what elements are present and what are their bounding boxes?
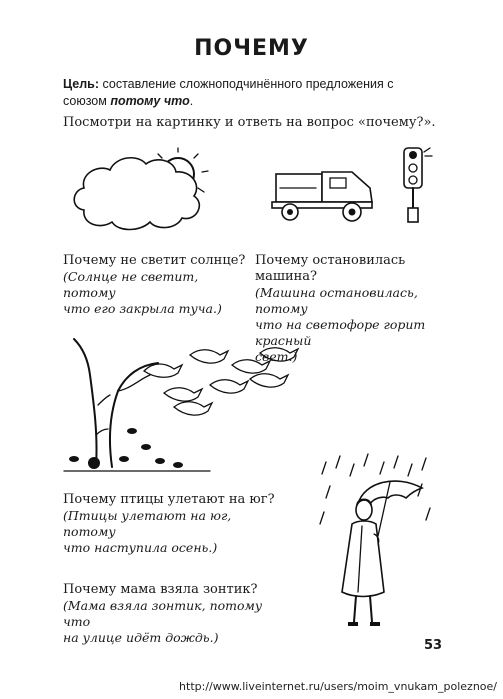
truck-illustration (272, 168, 382, 228)
birds-icon (144, 348, 298, 415)
lesson-goal (63, 76, 438, 110)
question-birds: Почему птицы улетают на юг? (63, 492, 275, 507)
woman-umbrella-rain-illustration (318, 452, 438, 637)
instruction-text: Посмотри на картинку и ответь на вопрос «почему?». (63, 115, 436, 130)
tree-icon (64, 339, 210, 471)
page-number: 53 (424, 638, 443, 653)
answer-truck-line3: свет.) (255, 349, 298, 364)
cloud-icon (74, 158, 199, 230)
woman-icon (342, 499, 384, 627)
tree-birds-illustration (60, 335, 330, 480)
item-birds (63, 492, 283, 556)
answer-birds-line1: (Птицы улетают на юг, потому (63, 508, 232, 539)
item-sun (63, 253, 253, 317)
answer-truck-line1: (Машина остановилась, потому (255, 285, 418, 316)
answer-birds-line2: что наступила осень.) (63, 540, 218, 555)
goal-conjunction: потому что (110, 94, 190, 108)
answer-sun-line2: что его закрыла туча.) (63, 301, 222, 316)
item-umbrella (63, 582, 293, 646)
answer-umbrella-line2: на улице идёт дождь.) (63, 630, 219, 645)
page-title: ПОЧЕМУ (194, 36, 309, 61)
question-truck: Почему остановилась машина? (255, 253, 406, 284)
answer-umbrella-line1: (Мама взяла зонтик, потому что (63, 598, 263, 629)
goal-label: Цель: (63, 77, 100, 91)
question-umbrella: Почему мама взяла зонтик? (63, 582, 258, 597)
cloud-sun-illustration (70, 150, 220, 240)
traffic-light-illustration (396, 144, 436, 224)
answer-sun-line1: (Солнце не светит, потому (63, 269, 199, 300)
footer-url[interactable]: http://www.liveinternet.ru/users/moim_vnukam_poleznoe/ (179, 680, 497, 693)
goal-end: . (189, 94, 194, 108)
question-sun: Почему не светит солнце? (63, 253, 246, 268)
goal-text: составление сложноподчинённого предложения с союзом (63, 77, 394, 108)
answer-truck-line2: что на светофоре горит красный (255, 317, 426, 348)
